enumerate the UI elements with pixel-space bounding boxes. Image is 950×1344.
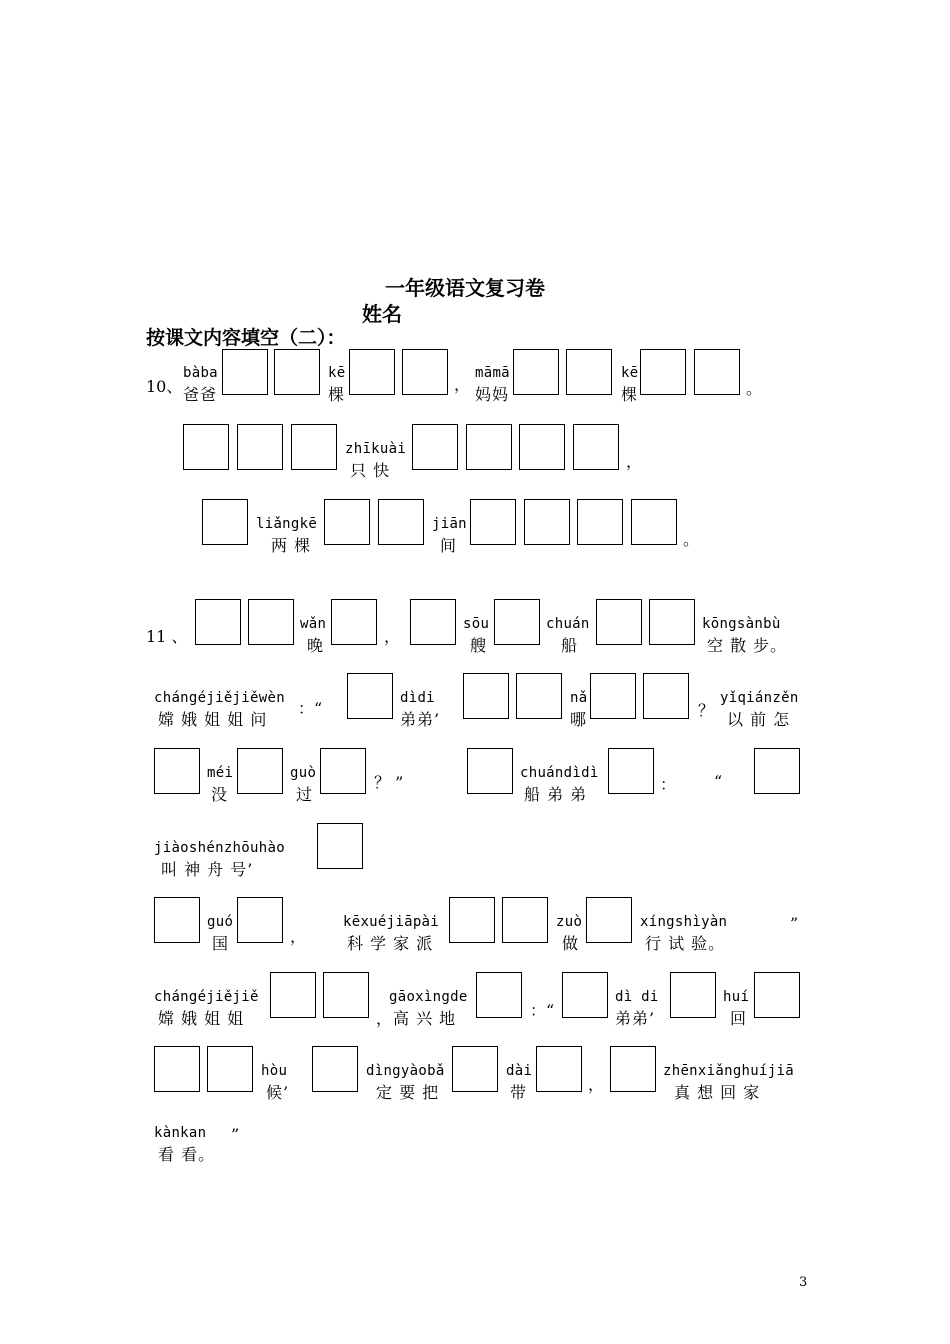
pinyin: gāoxìngde <box>389 989 468 1005</box>
answer-box[interactable] <box>513 349 559 395</box>
answer-box[interactable] <box>566 349 612 395</box>
answer-box[interactable] <box>291 424 337 470</box>
answer-box[interactable] <box>312 1046 358 1092</box>
pinyin: guó <box>207 914 234 930</box>
answer-box[interactable] <box>694 349 740 395</box>
pinyin: kēxuéjiāpài <box>343 914 440 930</box>
answer-box[interactable] <box>347 673 393 719</box>
hanzi: 棵 <box>621 385 639 404</box>
punctuation: “ <box>714 772 723 791</box>
hanzi: 候’ <box>266 1083 290 1102</box>
punctuation: ” <box>231 1125 240 1144</box>
answer-box[interactable] <box>577 499 623 545</box>
punctuation: 。 <box>683 530 700 549</box>
answer-box[interactable] <box>476 972 522 1018</box>
hanzi: 只 快 <box>350 461 391 480</box>
hanzi: 真 想 回 家 <box>674 1083 761 1102</box>
pinyin: xíngshìyàn <box>640 914 728 930</box>
answer-box[interactable] <box>237 424 283 470</box>
punctuation: ， <box>384 627 401 646</box>
answer-box[interactable] <box>154 1046 200 1092</box>
answer-box[interactable] <box>754 972 800 1018</box>
answer-box[interactable] <box>378 499 424 545</box>
hanzi: 爸爸 <box>183 385 218 404</box>
pinyin: guò <box>290 765 317 781</box>
answer-box[interactable] <box>449 897 495 943</box>
hanzi: 看 看。 <box>158 1145 216 1164</box>
hanzi: 国 <box>212 934 230 953</box>
answer-box[interactable] <box>248 599 294 645</box>
punctuation: ？ ” <box>374 773 404 792</box>
punctuation: ， <box>290 927 307 946</box>
answer-box[interactable] <box>452 1046 498 1092</box>
answer-box[interactable] <box>195 599 241 645</box>
pinyin: yǐqiánzěn <box>720 690 799 706</box>
pinyin: liǎngkē <box>256 516 318 532</box>
hanzi: 嫦 娥 姐 姐 问 <box>158 710 268 729</box>
answer-box[interactable] <box>154 748 200 794</box>
pinyin: jiàoshénzhōuhào <box>154 840 285 856</box>
punctuation: ？ <box>698 701 715 720</box>
pinyin: dài <box>506 1063 533 1079</box>
answer-box[interactable] <box>573 424 619 470</box>
answer-box[interactable] <box>590 673 636 719</box>
punctuation: 。 <box>746 379 763 398</box>
answer-box[interactable] <box>494 599 540 645</box>
pinyin: kànkan <box>154 1125 207 1141</box>
answer-box[interactable] <box>222 349 268 395</box>
pinyin: hòu <box>261 1063 288 1079</box>
answer-box[interactable] <box>154 897 200 943</box>
answer-box[interactable] <box>562 972 608 1018</box>
pinyin: chángéjiějiěwèn <box>154 690 285 706</box>
hanzi: 艘 <box>470 636 488 655</box>
hanzi: 没 <box>211 785 229 804</box>
hanzi: 行 试 验。 <box>645 934 726 953</box>
hanzi: 船 弟 弟 <box>524 785 588 804</box>
hanzi: 间 <box>440 536 458 555</box>
answer-box[interactable] <box>274 349 320 395</box>
page-number: 3 <box>799 1275 808 1290</box>
pinyin: kē <box>328 365 346 381</box>
answer-box[interactable] <box>467 748 513 794</box>
pinyin: zhēnxiǎnghuíjiā <box>663 1063 794 1079</box>
hanzi: 弟弟’ <box>400 710 441 729</box>
answer-box[interactable] <box>640 349 686 395</box>
answer-box[interactable] <box>320 748 366 794</box>
hanzi: 晚 <box>307 636 325 655</box>
pinyin: zuò <box>556 914 583 930</box>
answer-box[interactable] <box>270 972 316 1018</box>
answer-box[interactable] <box>202 499 248 545</box>
pinyin: chángéjiějiě <box>154 989 259 1005</box>
pinyin: nǎ <box>570 690 588 706</box>
question-number-11: 11 、 <box>146 627 188 646</box>
answer-box[interactable] <box>324 499 370 545</box>
hanzi: ，高 兴 地 <box>376 1009 457 1028</box>
answer-box[interactable] <box>466 424 512 470</box>
question-number-10: 10、 <box>146 377 183 396</box>
page-title: 一年级语文复习卷 <box>385 276 545 300</box>
answer-box[interactable] <box>649 599 695 645</box>
answer-box[interactable] <box>608 748 654 794</box>
hanzi: 做 <box>562 934 580 953</box>
answer-box[interactable] <box>596 599 642 645</box>
answer-box[interactable] <box>470 499 516 545</box>
punctuation: ：“ <box>298 699 323 718</box>
pinyin: méi <box>207 765 234 781</box>
punctuation: ， <box>588 1075 605 1094</box>
answer-box[interactable] <box>237 748 283 794</box>
pinyin: sōu <box>463 616 490 632</box>
pinyin: jiān <box>432 516 467 532</box>
pinyin: dì di <box>615 989 659 1005</box>
hanzi: 科 学 家 派 <box>347 934 434 953</box>
hanzi: 船 <box>561 636 579 655</box>
pinyin: dìdi <box>400 690 435 706</box>
answer-box[interactable] <box>349 349 395 395</box>
answer-box[interactable] <box>207 1046 253 1092</box>
punctuation: ：“ <box>530 1001 555 1020</box>
answer-box[interactable] <box>519 424 565 470</box>
hanzi: 定 要 把 <box>376 1083 440 1102</box>
punctuation: ： <box>660 775 677 794</box>
hanzi: 叫 神 舟 号’ <box>161 860 254 879</box>
pinyin: bàba <box>183 365 218 381</box>
answer-box[interactable] <box>670 972 716 1018</box>
answer-box[interactable] <box>502 897 548 943</box>
pinyin: māmā <box>475 365 510 381</box>
hanzi: 两 棵 <box>271 536 312 555</box>
answer-box[interactable] <box>516 673 562 719</box>
hanzi: 妈妈 <box>475 385 510 404</box>
answer-box[interactable] <box>754 748 800 794</box>
answer-box[interactable] <box>402 349 448 395</box>
punctuation: ， <box>626 452 643 471</box>
hanzi: 棵 <box>328 385 346 404</box>
punctuation: ” <box>790 914 799 933</box>
answer-box[interactable] <box>410 599 456 645</box>
answer-box[interactable] <box>586 897 632 943</box>
pinyin: chuándìdì <box>520 765 599 781</box>
hanzi: 弟弟’ <box>615 1009 656 1028</box>
answer-box[interactable] <box>524 499 570 545</box>
hanzi: 哪 <box>570 710 588 729</box>
answer-box[interactable] <box>237 897 283 943</box>
pinyin: wǎn <box>300 616 327 632</box>
hanzi: 以 前 怎 <box>727 710 791 729</box>
hanzi: 空 散 步。 <box>707 636 788 655</box>
answer-box[interactable] <box>463 673 509 719</box>
name-label: 姓名 <box>362 302 402 326</box>
hanzi: 带 <box>510 1083 528 1102</box>
pinyin: dìngyàobǎ <box>366 1063 445 1079</box>
section-heading: 按课文内容填空（二）： <box>146 327 346 349</box>
pinyin: chuán <box>546 616 590 632</box>
answer-box[interactable] <box>610 1046 656 1092</box>
pinyin: huí <box>723 989 750 1005</box>
punctuation: ， <box>454 375 471 394</box>
hanzi: 回 <box>730 1009 748 1028</box>
answer-box[interactable] <box>536 1046 582 1092</box>
answer-box[interactable] <box>317 823 363 869</box>
hanzi: 嫦 娥 姐 姐 <box>158 1009 245 1028</box>
pinyin: kē <box>621 365 639 381</box>
pinyin: zhīkuài <box>345 441 407 457</box>
answer-box[interactable] <box>183 424 229 470</box>
pinyin: kōngsànbù <box>702 616 781 632</box>
answer-box[interactable] <box>331 599 377 645</box>
answer-box[interactable] <box>643 673 689 719</box>
answer-box[interactable] <box>412 424 458 470</box>
answer-box[interactable] <box>323 972 369 1018</box>
answer-box[interactable] <box>631 499 677 545</box>
hanzi: 过 <box>296 785 314 804</box>
